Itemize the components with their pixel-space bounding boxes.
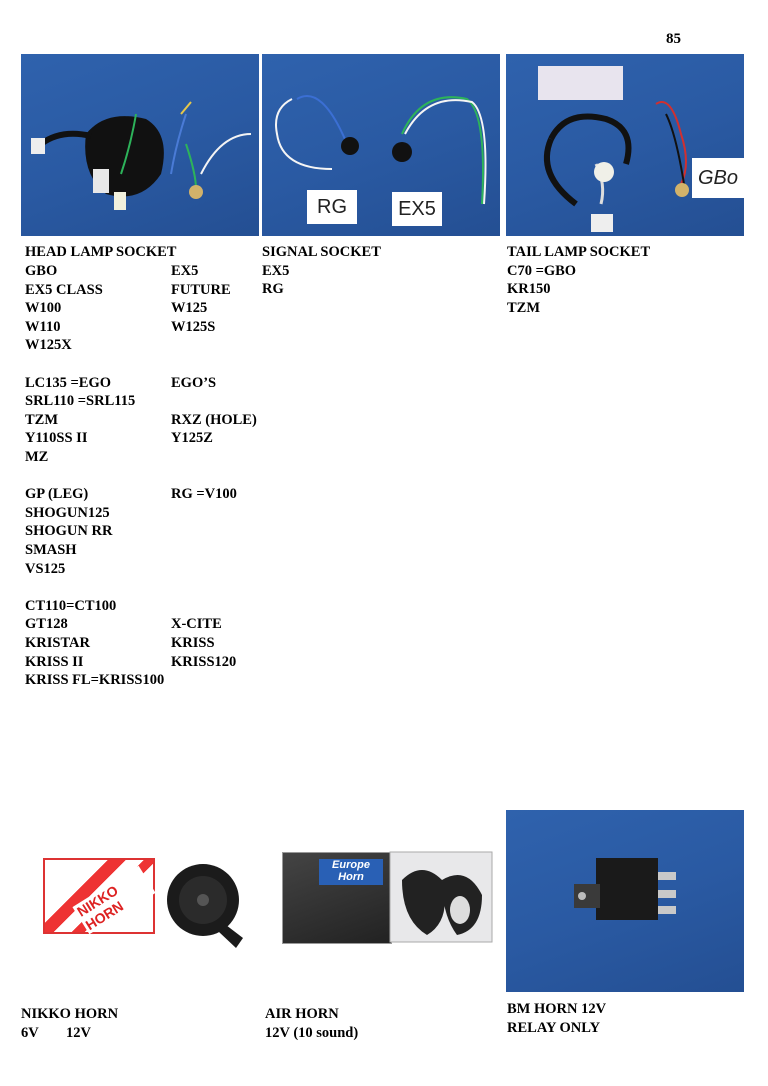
head-lamp-model: W125X [25, 337, 72, 354]
tail-lamp-title: TAIL LAMP SOCKET [507, 244, 651, 260]
head-lamp-socket-photo [21, 54, 259, 236]
signal-photo-label-ex5: EX5 [392, 192, 442, 226]
head-lamp-model: KRISS FL=KRISS100 [25, 672, 165, 689]
head-lamp-model: RXZ (HOLE) [171, 411, 257, 428]
head-lamp-model: LC135 =EGO [25, 374, 112, 391]
head-lamp-model: SMASH [25, 542, 77, 558]
tail-lamp-socket-photo [506, 54, 744, 236]
head-lamp-title: HEAD LAMP SOCKET [25, 244, 177, 260]
head-lamp-model: RG =V100 [171, 486, 237, 503]
air-horn-spec: 12V (10 sound) [265, 1025, 359, 1041]
head-lamp-model: KRISS II [25, 653, 84, 670]
signal-title: SIGNAL SOCKET [262, 244, 381, 260]
head-lamp-model: W125 [171, 300, 208, 317]
head-lamp-model: CT110=CT100 [25, 597, 117, 614]
head-lamp-model: VS125 [25, 560, 66, 577]
head-lamp-model: EGO’S [171, 374, 217, 391]
tail-photo-label-gbo: GBo [692, 158, 744, 198]
head-lamp-model: Y125Z [171, 430, 213, 447]
page-number: 85 [666, 31, 681, 47]
head-lamp-model: SRL110 =SRL115 [25, 393, 136, 410]
relay-subtitle: RELAY ONLY [507, 1020, 601, 1036]
head-lamp-model: EX5 [171, 263, 199, 279]
relay-photo [506, 810, 744, 992]
air-box-label: Europe Horn [319, 859, 383, 885]
relay-title: BM HORN 12V [507, 1001, 607, 1017]
head-lamp-model: GT128 [25, 616, 68, 633]
head-lamp-model: SHOGUN RR [25, 523, 113, 540]
head-lamp-model: TZM [25, 411, 59, 428]
tail-lamp-line-1: C70 =GBO [507, 263, 577, 279]
air-horn-title: AIR HORN [265, 1006, 339, 1022]
head-lamp-model: X-CITE [171, 616, 222, 633]
signal-socket-photo [262, 54, 500, 236]
nikko-horn-6v: 6V [21, 1025, 39, 1041]
head-lamp-model: KRISS120 [171, 653, 237, 670]
head-lamp-model: MZ [25, 449, 49, 465]
signal-photo-label-rg: RG [307, 190, 357, 224]
head-lamp-model: W110 [25, 318, 61, 335]
nikko-horn-12v: 12V [66, 1025, 91, 1041]
head-lamp-model: SHOGUN125 [25, 504, 110, 521]
air-horn-photo [262, 810, 500, 992]
nikko-horn-photo [21, 810, 259, 992]
tail-lamp-line-2: KR150 [507, 281, 551, 297]
nikko-box-label: NIKKO HORN [72, 866, 155, 934]
head-lamp-model: KRISS [171, 635, 215, 651]
head-lamp-model: GP (LEG) [25, 486, 89, 503]
head-lamp-model: W125S [171, 318, 216, 335]
signal-line-2: RG [262, 281, 284, 297]
head-lamp-model: GBO [25, 263, 58, 279]
head-lamp-model: KRISTAR [25, 635, 90, 651]
head-lamp-model: Y110SS II [25, 430, 88, 447]
nikko-horn-title: NIKKO HORN [21, 1006, 119, 1022]
head-lamp-model: FUTURE [171, 281, 231, 298]
tail-lamp-line-3: TZM [507, 300, 541, 316]
head-lamp-model: EX5 CLASS [25, 281, 103, 298]
signal-line-1: EX5 [262, 263, 290, 279]
head-lamp-model: W100 [25, 300, 62, 317]
